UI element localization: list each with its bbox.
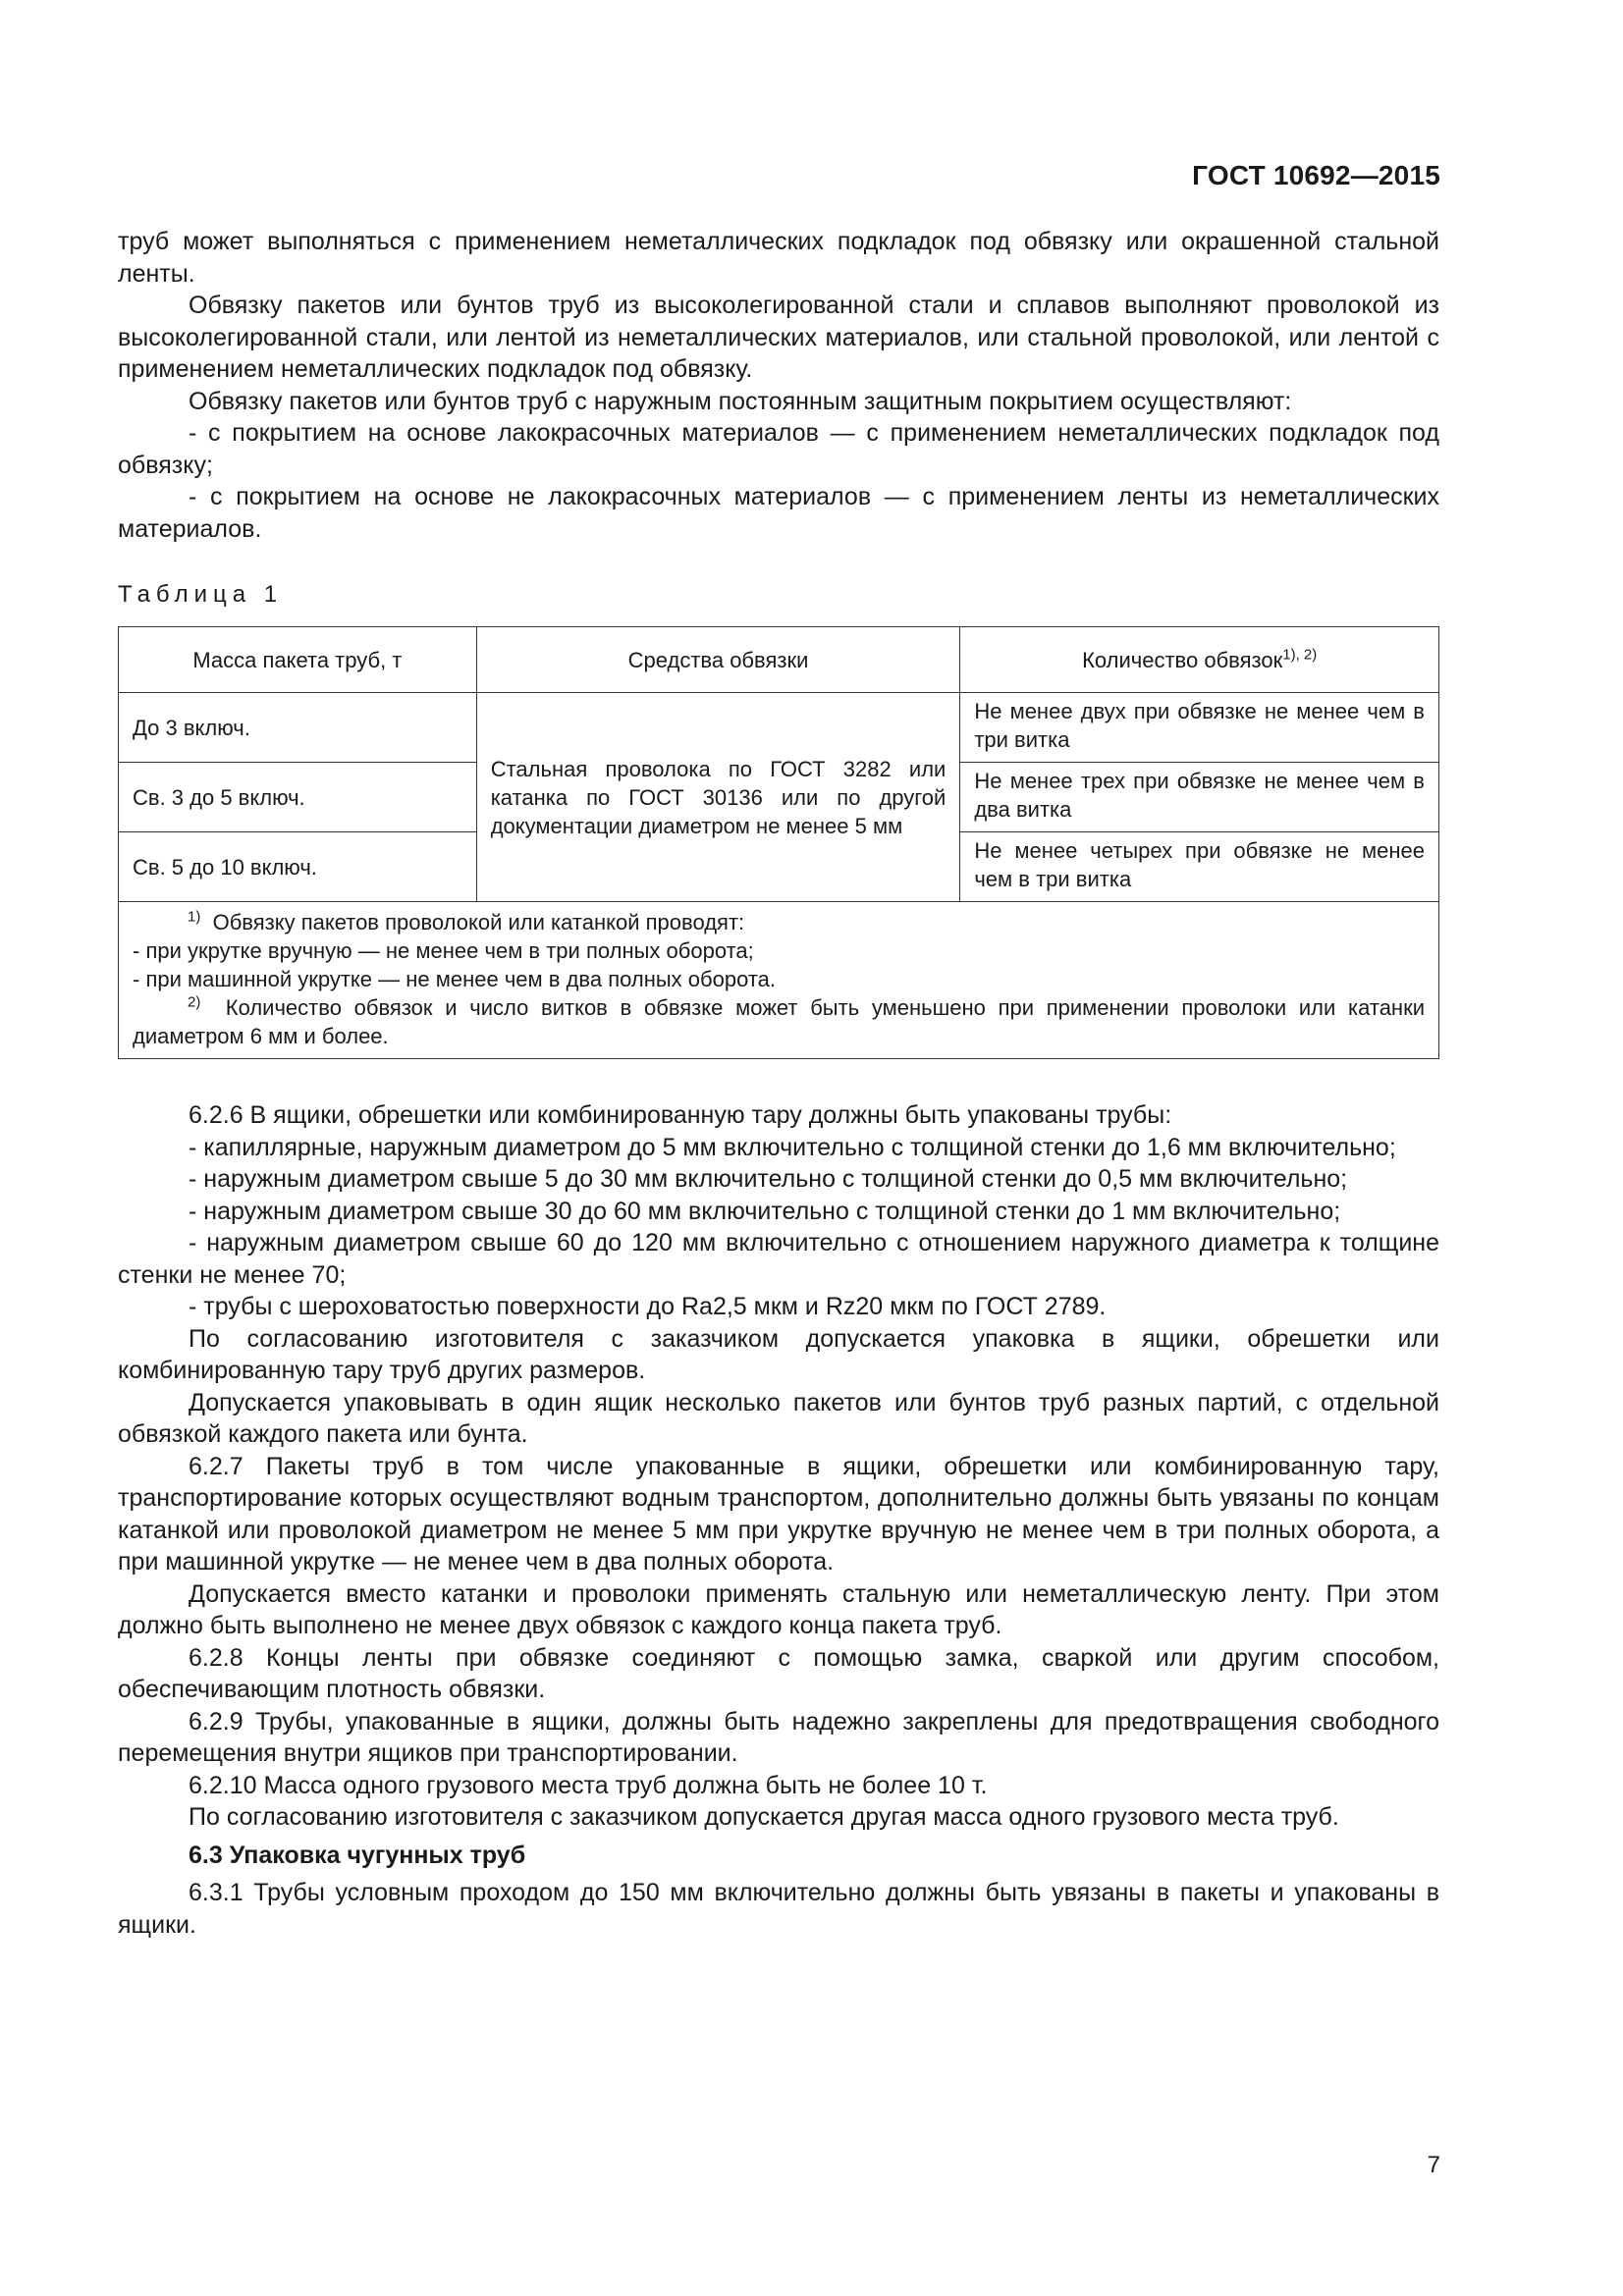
note-1-item: - при машинной укрутке — не менее чем в два полных оборота. [133,967,777,991]
paragraph: 6.2.8 Концы ленты при обвязке соединяют с помощью замка, сваркой или другим способом, обеспечивающим плотность обвязки. [118,1643,1439,1703]
paragraph: По согласованию изготовителя с заказчиком допускается другая масса одного грузового места труб. [189,1803,1339,1831]
cell-mass: До 3 включ. [119,693,477,763]
paragraph: труб может выполняться с применением неметаллических подкладок под обвязку или окрашенной стальной ленты. [118,228,1439,288]
header-count: Количество обвязок$^{1), 2)}$ [960,627,1439,693]
footnote-ref: 1), 2) [1282,646,1318,664]
cell-mass: Св. 3 до 5 включ. [119,763,477,832]
paragraph: По согласованию изготовителя с заказчиком допускается упаковка в ящики, обрешетки или комбинированную тару труб других размеров. [118,1324,1439,1384]
bottom-text-block [118,1099,1439,1941]
paragraph: Допускается вместо катанки и проволоки применять стальную или неметаллическую ленту. При этом должно быть выполнено не менее двух обвязок с каждого конца пакета труб. [118,1579,1439,1639]
list-item: - трубы с шероховатостью поверхности до Ra2,5 мкм и Rz20 мкм по ГОСТ 2789. [189,1293,1107,1320]
list-item: - с покрытием на основе лакокрасочных материалов — с применением неметаллических подкладок под обвязку; [118,419,1439,479]
paragraph: Допускается упаковывать в один ящик несколько пакетов или бунтов труб разных партий, с отдельной обвязкой каждого пакета или бунта. [118,1388,1439,1448]
list-item: - наружным диаметром свыше 60 до 120 мм включительно с отношением наружного диаметра к толщине стенки не менее 70; [118,1229,1439,1289]
table-caption: Таблица 1 [118,581,284,608]
section-heading: 6.3 Упаковка чугунных труб [189,1841,526,1869]
table-notes [119,902,1439,1059]
note-2: $^{2)}$ Количество обвязок и число витков в обвязке может быть уменьшено при применении проволоки или катанки диаметром 6 мм и более. [133,993,1425,1048]
list-item: - капиллярные, наружным диаметром до 5 мм включительно с толщиной стенки до 1,6 мм включительно; [189,1133,1396,1161]
note-1: $^{1)}$ Обвязку пакетов проволокой или катанкой проводят: [188,908,745,934]
paragraph: 6.3.1 Трубы условным проходом до 150 мм включительно должны быть увязаны в пакеты и упакованы в ящики. [118,1879,1439,1939]
document-code: ГОСТ 10692—2015 [1192,160,1440,190]
paragraph: Обвязку пакетов или бунтов труб с наружным постоянным защитным покрытием осуществляют: [189,387,1292,415]
paragraph: 6.2.10 Масса одного грузового места труб должна быть не более 10 т. [189,1771,988,1799]
header-mass: Масса пакета труб, т [119,627,477,693]
cell-count: Не менее трех при обвязке не менее чем в два витка [960,763,1439,832]
cell-count: Не менее двух при обвязке не менее чем в три витка [960,693,1439,763]
list-item: - с покрытием на основе не лакокрасочных материалов — с применением ленты из неметаллических материалов. [118,483,1439,543]
table-header-row [119,627,1439,693]
paragraph: 6.2.9 Трубы, упакованные в ящики, должны быть надежно закреплены для предотвращения свободного перемещения внутри ящиков при транспортировании. [118,1707,1439,1767]
top-text-block [118,226,1439,545]
list-item: - наружным диаметром свыше 30 до 60 мм включительно с толщиной стенки до 1 мм включительно; [189,1197,1341,1225]
paragraph: 6.2.7 Пакеты труб в том числе упакованные в ящики, обрешетки или комбинированную тару, транспортирование которых осуществляют водным транспортом, дополнительно должны быть увязаны по концам катанкой или проволокой диаметром не менее 5 мм при укрутке вручную не менее чем в три полных оборота, а при машинной укрутке — не менее чем в два полных оборота. [118,1452,1439,1575]
table-notes-row [119,902,1439,1059]
paragraph: Обвязку пакетов или бунтов труб из высоколегированной стали и сплавов выполняют проволокой из высоколегированной стали, или лентой из неметаллических материалов, или стальной проволокой, или лентой с применением неметаллических подкладок под обвязку. [118,292,1439,383]
cell-shared-means: Стальная проволока по ГОСТ 3282 или катанка по ГОСТ 30136 или по другой документации диаметром не менее 5 мм [476,693,960,902]
table-row [119,693,1439,763]
cell-count: Не менее четырех при обвязке не менее чем в три витка [960,832,1439,902]
paragraph: 6.2.6 В ящики, обрешетки или комбинированную тару должны быть упакованы трубы: [189,1101,1172,1129]
header-means: Средства обвязки [476,627,960,693]
note-1-item: - при укрутке вручную — не менее чем в три полных оборота; [133,938,754,963]
list-item: - наружным диаметром свыше 5 до 30 мм включительно с толщиной стенки до 0,5 мм включительно; [189,1165,1348,1193]
cell-mass: Св. 5 до 10 включ. [119,832,477,902]
binding-table [118,626,1439,1059]
page-number: 7 [1427,2152,1440,2178]
